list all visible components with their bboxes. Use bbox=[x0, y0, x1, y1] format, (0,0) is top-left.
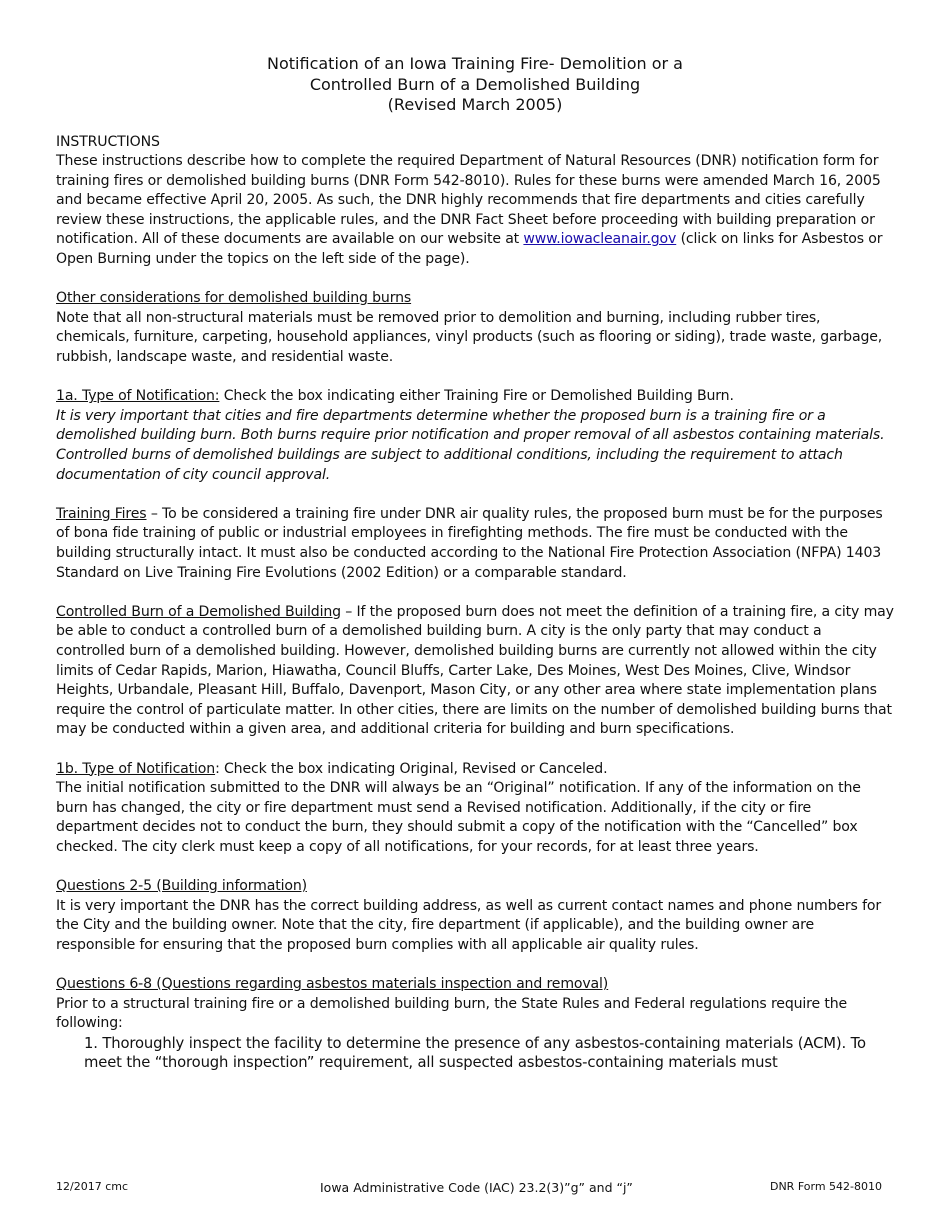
questions-2-5-heading bbox=[56, 877, 894, 897]
questions-2-5-text: It is very important the DNR has the correct building address, as well as current contact names and phone numbers for the City and the building owner. Note that the city, fire department (if applicable), and the building owner are responsible for ensuring that the proposed burn complies with all applicable air quality rules. bbox=[56, 897, 882, 953]
website-link[interactable]: www.iowacleanair.gov bbox=[523, 231, 677, 248]
controlled-burn-text: – If the proposed burn does not meet the definition of a training fire, a city may be able to conduct a controlled burn of a demolished building burn. A city is the only party that may conduct a controlled burn of a demolished building. However, demolished building burns are currently not allowed within the city limits of Cedar Rapids, Marion, Hiawatha, Council Bluffs, Carter Lake, Des Moines, West Des Moines, Clive, Windsor Heights, Urbandale, Pleasant Hill, Buffalo, Davenport, Mason City, or any other area where state implementation plans require the control of particulate matter. In other cities, there are limits on the number of demolished building burns that may be conducted within a given area, and additional criteria for building and burn specifications. bbox=[56, 603, 894, 738]
instructions-text-end: (click on links for Asbestos or Open Burning under the topics on the left side of the page). bbox=[56, 231, 883, 268]
footer-form-number: DNR Form 542-8010 bbox=[769, 1180, 882, 1193]
title-line-1: Notification of an Iowa Training Fire- Demolition or a bbox=[267, 54, 683, 73]
training-fires-heading: Training Fires bbox=[56, 505, 147, 522]
questions-6-8-heading-text: Questions 6-8 (Questions regarding asbestos materials inspection and removal) bbox=[56, 976, 609, 993]
title-line-2: Controlled Burn of a Demolished Building bbox=[309, 74, 641, 94]
other-considerations-text: Note that all non-structural materials must be removed prior to demolition and burning, including rubber tires, chemicals, furniture, carpeting, household appliances, vinyl products (such as flooring or siding), trade waste, garbage, rubbish, landscape waste, and residential waste. bbox=[56, 309, 883, 366]
questions-6-8-text: Prior to a structural training fire or a demolished building burn, the State Rules and Federal regulations require the following: bbox=[56, 995, 848, 1032]
instructions-text: These instructions describe how to complete the required Department of Natural Resources (DNR) notification form for training fires or demolished building burns (DNR Form 542-8010). Rules for these burns were amended March 16, 2005 and became effective April 20, 2005. As such, the DNR highly recommends that fire departments and cities carefully review these instructions, the applicable rules, and the DNR Fact Sheet before proceeding with building preparation or notification. All of these documents are available on our website at bbox=[56, 153, 881, 248]
questions-2-5-heading-text: Questions 2-5 (Building information) bbox=[56, 878, 307, 895]
section-1a-text: Check the box indicating either Training Fire or Demolished Building Burn. bbox=[219, 388, 734, 405]
section-1b-text: : Check the box indicating Original, Revised or Canceled. bbox=[215, 760, 608, 777]
section-1a-heading: 1a. Type of Notification: bbox=[56, 388, 220, 405]
instructions-heading: INSTRUCTIONS bbox=[56, 133, 160, 150]
document-body bbox=[56, 133, 894, 1074]
section-1b-heading: 1b. Type of Notification bbox=[56, 760, 216, 777]
footer-date: 12/2017 cmc bbox=[56, 1180, 129, 1193]
section-1a bbox=[56, 387, 894, 407]
title-line-3: (Revised March 2005) bbox=[387, 95, 563, 114]
section-1b bbox=[56, 760, 894, 780]
other-heading-text: Other considerations for demolished building burns bbox=[56, 290, 412, 307]
controlled-burn-paragraph bbox=[56, 603, 894, 740]
document-page bbox=[56, 54, 894, 1073]
training-fires-paragraph bbox=[56, 505, 894, 583]
list-item: 1. Thoroughly inspect the facility to determine the presence of any asbestos-containing materials (ACM). To meet the “thorough inspection” requirement, all suspected asbestos-containing materials must bbox=[84, 1034, 866, 1072]
footer-citation: Iowa Administrative Code (IAC) 23.2(3)”g” and “j” bbox=[320, 1180, 633, 1195]
section-1a-italic: It is very important that cities and fire departments determine whether the proposed burn is a training fire or a demolished building burn. Both burns require prior notification and proper removal of all asbestos containing materials. Controlled burns of demolished buildings are subject to additional conditions, including the requirement to attach documentation of city council approval. bbox=[56, 407, 885, 483]
instructions-paragraph bbox=[56, 152, 894, 270]
other-considerations-heading bbox=[56, 289, 894, 309]
controlled-burn-heading: Controlled Burn of a Demolished Building bbox=[56, 603, 341, 620]
training-fires-text: – To be considered a training fire under DNR air quality rules, the proposed burn must be for the purposes of bona fide training of public or industrial employees in firefighting methods. The fire must be conducted with the building structurally intact. It must also be conducted according to the National Fire Protection Association (NFPA) 1403 Standard on Live Training Fire Evolutions (2002 Edition) or a comparable standard. bbox=[56, 505, 883, 581]
questions-6-8-heading bbox=[56, 975, 894, 995]
section-1b-detail: The initial notification submitted to the DNR will always be an “Original” notification. If any of the information on the burn has changed, the city or fire department must send a Revised notification. Additionally, if the city or fire department decides not to conduct the burn, they should submit a copy of the notification with the “Cancelled” box checked. The city clerk must keep a copy of all notifications, for your records, for at least three years. bbox=[56, 780, 861, 855]
